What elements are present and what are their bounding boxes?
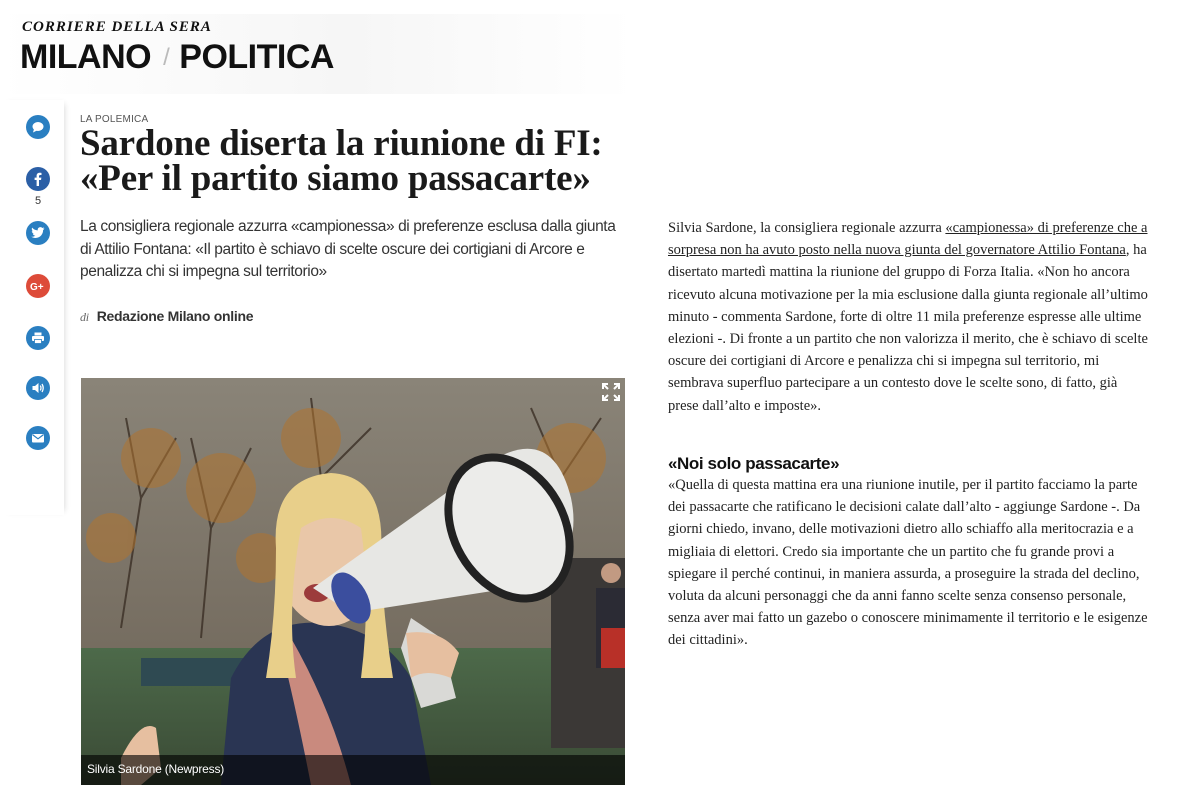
facebook-icon[interactable] bbox=[26, 167, 50, 191]
byline-prefix: di bbox=[80, 310, 89, 324]
breadcrumb-section[interactable]: POLITICA bbox=[179, 38, 334, 76]
googleplus-icon[interactable] bbox=[26, 274, 50, 298]
brand-logo[interactable]: CORRIERE DELLA SERA bbox=[22, 19, 212, 35]
masthead bbox=[0, 14, 634, 94]
audio-icon[interactable] bbox=[26, 376, 50, 400]
section-breadcrumb bbox=[20, 38, 334, 77]
photo-caption: Silvia Sardone (Newpress) bbox=[87, 762, 225, 776]
headline-line-1: Sardone diserta la riunione di FI: bbox=[80, 123, 603, 164]
print-icon[interactable] bbox=[26, 326, 50, 350]
article-summary: La consigliera regionale azzurra «campionessa» di preferenze esclusa dalla giunta di Attilio Fontana: «Il partito è schiavo di scelte oscure dei cortigiani di Arcore e penalizza chi si impegna sul territorio» bbox=[80, 218, 616, 280]
article-headline bbox=[80, 123, 620, 199]
twitter-icon[interactable] bbox=[26, 221, 50, 245]
p1-start: Silvia Sardone, la consigliera regionale azzurra bbox=[668, 220, 946, 236]
caption-bar bbox=[81, 755, 625, 785]
facebook-share-count: 5 bbox=[34, 195, 42, 207]
body-subheading: «Noi solo passacarte» bbox=[668, 454, 840, 473]
comment-icon[interactable] bbox=[26, 115, 50, 139]
article-photo[interactable] bbox=[81, 378, 625, 785]
photo-illustration bbox=[81, 378, 625, 785]
body-paragraph-1 bbox=[668, 217, 1150, 417]
breadcrumb-city[interactable]: MILANO bbox=[20, 38, 152, 76]
breadcrumb-separator: / bbox=[163, 44, 170, 71]
share-sidebar bbox=[0, 100, 64, 515]
article-kicker: LA POLEMICA bbox=[80, 114, 149, 125]
body-paragraph-2: «Quella di questa mattina era una riunione inutile, per il partito facciamo la parte dei passacarte che ratificano le decisioni calate dall’alto - aggiunge Sardone -. Da giorni chiedo, invano, delle motivazioni dietro allo schiaffo alla meritocrazia e a migliaia di elettori. Credo sia importante che un partito che fu grande provi a spiegare il perché continui, in maniera assurda, a proseguire la strada del declino, voluta da alcuni personaggi che da anni fanno scelte senza consenso personale, senza aver mai fatto un gazebo o conoscere minimamente il territorio e le esigenze dei cittadini». bbox=[668, 477, 1148, 649]
headline-line-2: «Per il partito siamo passacarte» bbox=[80, 158, 591, 199]
byline-author[interactable]: Redazione Milano online bbox=[96, 308, 254, 324]
giunta-link[interactable]: «campionessa» di preferenze che a sorpresa non ha avuto posto nella nuova giunta del governatore Attilio Fontana bbox=[668, 220, 1148, 259]
email-icon[interactable] bbox=[26, 426, 50, 450]
byline bbox=[80, 308, 253, 325]
p1-end: , ha disertato martedì mattina la riunione del gruppo di Forza Italia. «Non ho ancora ricevuto alcuna motivazione per la mia esclusione dalla giunta regionale all’ultimo minuto - commenta Sardone, forte di oltre 11 mila preferenze espresse alle ultime elezioni -. Di fronte a un partito che non valorizza il merito, che è schiavo di scelte oscure dei cortigiani di Arcore e penalizza chi si impegna sul territorio, mi sembrava superfluo partecipare a un contesto dove le scelte sono, di fatto, già prese dall’alto e imposte». bbox=[668, 242, 1148, 414]
svg-text:G+: G+ bbox=[30, 282, 44, 292]
expand-icon[interactable] bbox=[601, 382, 621, 402]
